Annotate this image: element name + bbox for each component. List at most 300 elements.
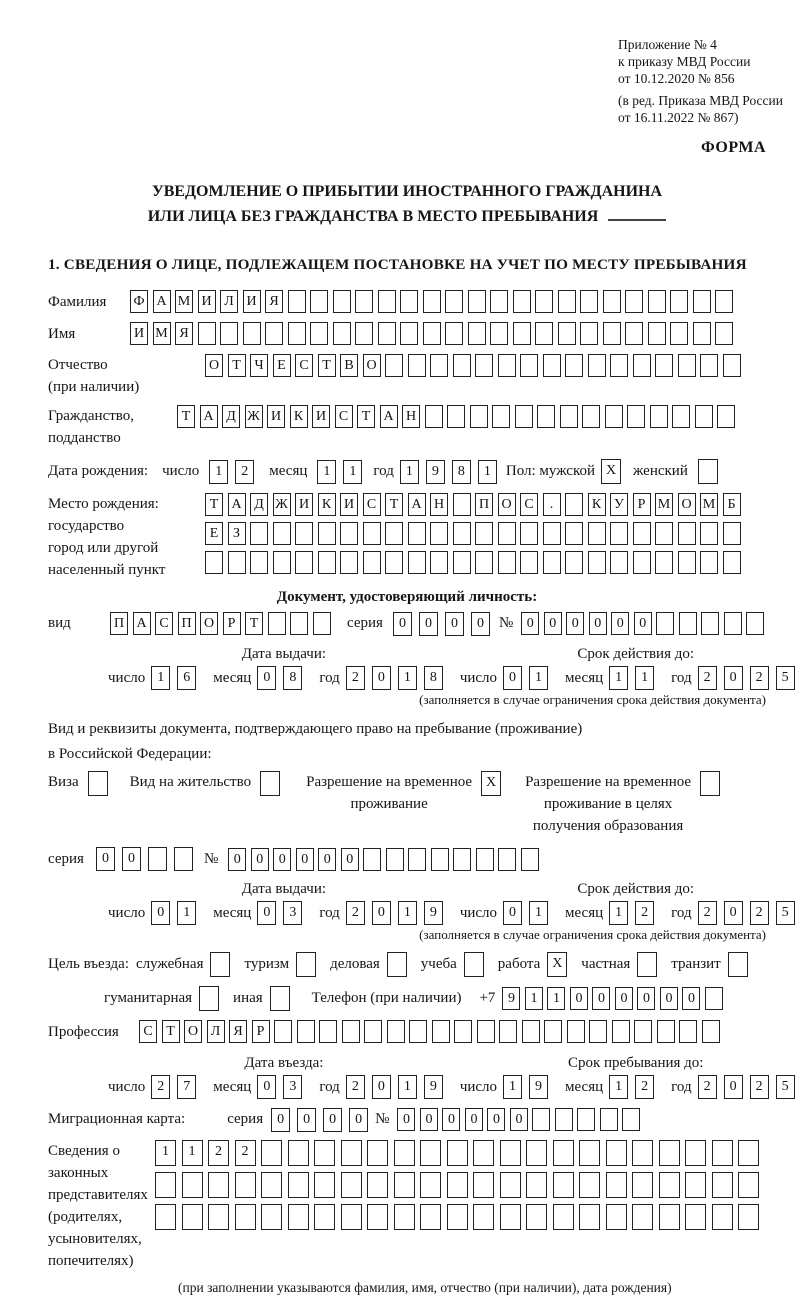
form-cell[interactable] [560, 405, 578, 428]
form-cell[interactable]: 0 [570, 987, 588, 1010]
form-cell[interactable] [378, 290, 396, 313]
form-cell[interactable]: Н [430, 493, 448, 516]
form-cell[interactable] [655, 354, 673, 377]
form-cell[interactable]: 0 [419, 612, 438, 636]
form-cell[interactable]: П [110, 612, 128, 635]
form-cell[interactable] [520, 551, 538, 574]
form-cell[interactable]: М [700, 493, 718, 516]
form-cell[interactable]: Ф [130, 290, 148, 313]
form-cell[interactable] [385, 551, 403, 574]
form-cell[interactable] [355, 322, 373, 345]
form-cell[interactable] [526, 1140, 547, 1166]
form-cell[interactable] [314, 1204, 335, 1230]
form-cell[interactable]: С [155, 612, 173, 635]
form-cell[interactable] [318, 522, 336, 545]
form-cell[interactable] [712, 1172, 733, 1198]
form-cell[interactable] [588, 522, 606, 545]
form-cell[interactable]: 6 [177, 666, 196, 690]
form-cell[interactable] [235, 1172, 256, 1198]
form-cell[interactable]: Л [220, 290, 238, 313]
form-cell[interactable] [453, 354, 471, 377]
form-cell[interactable] [367, 1172, 388, 1198]
form-cell[interactable] [288, 290, 306, 313]
form-cell[interactable] [367, 1140, 388, 1166]
form-cell[interactable]: О [205, 354, 223, 377]
form-cell[interactable] [296, 952, 316, 977]
form-cell[interactable] [420, 1140, 441, 1166]
residence-permit-checkbox[interactable] [260, 771, 280, 796]
form-cell[interactable] [243, 322, 261, 345]
form-cell[interactable]: 1 [177, 901, 196, 925]
form-cell[interactable]: Б [723, 493, 741, 516]
form-cell[interactable] [543, 551, 561, 574]
form-cell[interactable]: 1 [547, 987, 565, 1010]
form-cell[interactable]: 0 [349, 1108, 368, 1132]
form-cell[interactable]: 0 [251, 848, 269, 871]
form-cell[interactable]: 0 [592, 987, 610, 1010]
form-cell[interactable]: 5 [776, 666, 795, 690]
form-cell[interactable] [625, 290, 643, 313]
form-cell[interactable]: С [335, 405, 353, 428]
form-cell[interactable]: К [290, 405, 308, 428]
form-cell[interactable] [633, 551, 651, 574]
form-cell[interactable] [553, 1204, 574, 1230]
form-cell[interactable]: С [520, 493, 538, 516]
form-cell[interactable] [715, 290, 733, 313]
form-cell[interactable] [698, 459, 718, 484]
form-cell[interactable] [678, 551, 696, 574]
form-cell[interactable] [498, 551, 516, 574]
form-cell[interactable]: 0 [273, 848, 291, 871]
form-cell[interactable] [659, 1172, 680, 1198]
form-cell[interactable]: М [655, 493, 673, 516]
form-cell[interactable] [409, 1020, 427, 1043]
form-cell[interactable]: 0 [503, 901, 522, 925]
form-cell[interactable] [498, 522, 516, 545]
form-cell[interactable] [400, 322, 418, 345]
form-cell[interactable] [261, 1172, 282, 1198]
form-cell[interactable] [685, 1140, 706, 1166]
form-cell[interactable] [408, 848, 426, 871]
form-cell[interactable]: А [380, 405, 398, 428]
form-cell[interactable] [634, 1020, 652, 1043]
form-cell[interactable] [558, 322, 576, 345]
form-cell[interactable]: 2 [698, 1075, 717, 1099]
form-cell[interactable]: Р [223, 612, 241, 635]
form-cell[interactable] [679, 612, 697, 635]
form-cell[interactable]: П [475, 493, 493, 516]
form-cell[interactable] [717, 405, 735, 428]
form-cell[interactable] [498, 848, 516, 871]
form-cell[interactable]: 2 [346, 901, 365, 925]
form-cell[interactable] [273, 522, 291, 545]
form-cell[interactable] [513, 290, 531, 313]
form-cell[interactable] [420, 1204, 441, 1230]
form-cell[interactable] [340, 522, 358, 545]
form-cell[interactable] [543, 354, 561, 377]
form-cell[interactable] [268, 612, 286, 635]
form-cell[interactable]: 8 [424, 666, 443, 690]
form-cell[interactable] [723, 551, 741, 574]
form-cell[interactable] [723, 354, 741, 377]
form-cell[interactable] [712, 1140, 733, 1166]
form-cell[interactable] [532, 1108, 550, 1131]
form-cell[interactable]: 0 [445, 612, 464, 636]
form-cell[interactable]: О [678, 493, 696, 516]
form-cell[interactable]: И [243, 290, 261, 313]
form-cell[interactable]: 0 [615, 987, 633, 1010]
form-cell[interactable]: 0 [257, 901, 276, 925]
purpose-transit-checkbox[interactable] [728, 952, 748, 977]
form-cell[interactable] [606, 1172, 627, 1198]
form-cell[interactable]: 2 [235, 460, 254, 484]
form-cell[interactable]: О [363, 354, 381, 377]
form-cell[interactable]: И [340, 493, 358, 516]
form-cell[interactable]: 0 [257, 666, 276, 690]
form-cell[interactable]: С [139, 1020, 157, 1043]
form-cell[interactable]: О [200, 612, 218, 635]
form-cell[interactable]: 1 [398, 666, 417, 690]
form-cell[interactable] [476, 848, 494, 871]
form-cell[interactable] [88, 771, 108, 796]
form-cell[interactable]: 1 [635, 666, 654, 690]
form-cell[interactable]: 0 [724, 666, 743, 690]
form-cell[interactable] [477, 1020, 495, 1043]
form-cell[interactable] [473, 1140, 494, 1166]
form-cell[interactable] [199, 986, 219, 1011]
form-cell[interactable]: 1 [478, 460, 497, 484]
form-cell[interactable] [565, 354, 583, 377]
form-cell[interactable] [610, 551, 628, 574]
form-cell[interactable] [738, 1140, 759, 1166]
form-cell[interactable] [394, 1172, 415, 1198]
form-cell[interactable] [148, 847, 167, 871]
form-cell[interactable] [700, 551, 718, 574]
form-cell[interactable] [363, 551, 381, 574]
form-cell[interactable] [678, 354, 696, 377]
form-cell[interactable] [408, 522, 426, 545]
form-cell[interactable] [174, 847, 193, 871]
form-cell[interactable] [295, 522, 313, 545]
form-cell[interactable] [579, 1204, 600, 1230]
form-cell[interactable] [261, 1204, 282, 1230]
gender-female-checkbox[interactable] [698, 459, 718, 484]
form-cell[interactable] [610, 522, 628, 545]
form-cell[interactable] [678, 522, 696, 545]
form-cell[interactable] [420, 1172, 441, 1198]
form-cell[interactable]: В [340, 354, 358, 377]
form-cell[interactable]: 2 [208, 1140, 229, 1166]
form-cell[interactable]: 0 [634, 612, 652, 635]
form-cell[interactable] [567, 1020, 585, 1043]
form-cell[interactable]: 1 [609, 666, 628, 690]
form-cell[interactable] [632, 1204, 653, 1230]
form-cell[interactable] [588, 354, 606, 377]
purpose-official-checkbox[interactable] [210, 952, 230, 977]
form-cell[interactable]: У [610, 493, 628, 516]
form-cell[interactable] [522, 1020, 540, 1043]
form-cell[interactable] [659, 1204, 680, 1230]
form-cell[interactable] [648, 322, 666, 345]
form-cell[interactable]: 9 [424, 1075, 443, 1099]
form-cell[interactable] [475, 354, 493, 377]
form-cell[interactable] [250, 551, 268, 574]
form-cell[interactable] [250, 522, 268, 545]
form-cell[interactable] [695, 405, 713, 428]
form-cell[interactable] [288, 1172, 309, 1198]
form-cell[interactable] [385, 522, 403, 545]
form-cell[interactable]: 1 [182, 1140, 203, 1166]
form-cell[interactable] [470, 405, 488, 428]
form-cell[interactable]: 0 [611, 612, 629, 635]
form-cell[interactable]: 0 [487, 1108, 505, 1131]
form-cell[interactable] [445, 290, 463, 313]
form-cell[interactable] [492, 405, 510, 428]
form-cell[interactable] [565, 522, 583, 545]
form-cell[interactable] [473, 1172, 494, 1198]
form-cell[interactable] [208, 1204, 229, 1230]
form-cell[interactable]: С [295, 354, 313, 377]
form-cell[interactable] [705, 987, 723, 1010]
form-cell[interactable] [521, 848, 539, 871]
form-cell[interactable] [655, 551, 673, 574]
form-cell[interactable] [499, 1020, 517, 1043]
form-cell[interactable] [702, 1020, 720, 1043]
form-cell[interactable] [606, 1140, 627, 1166]
form-cell[interactable]: 2 [151, 1075, 170, 1099]
form-cell[interactable]: Т [177, 405, 195, 428]
purpose-study-checkbox[interactable] [464, 952, 484, 977]
form-cell[interactable] [553, 1172, 574, 1198]
form-cell[interactable] [685, 1204, 706, 1230]
form-cell[interactable] [453, 551, 471, 574]
form-cell[interactable]: 0 [397, 1108, 415, 1131]
form-cell[interactable] [582, 405, 600, 428]
form-cell[interactable] [310, 322, 328, 345]
purpose-humanitarian-checkbox[interactable] [199, 986, 219, 1011]
form-cell[interactable]: Л [207, 1020, 225, 1043]
form-cell[interactable] [468, 290, 486, 313]
form-cell[interactable] [700, 522, 718, 545]
form-cell[interactable] [310, 290, 328, 313]
form-cell[interactable] [738, 1172, 759, 1198]
form-cell[interactable] [625, 322, 643, 345]
form-cell[interactable]: 1 [609, 1075, 628, 1099]
form-cell[interactable]: 2 [750, 1075, 769, 1099]
form-cell[interactable] [701, 612, 719, 635]
form-cell[interactable] [475, 522, 493, 545]
form-cell[interactable]: 2 [750, 901, 769, 925]
form-cell[interactable]: 8 [283, 666, 302, 690]
form-cell[interactable] [612, 1020, 630, 1043]
form-cell[interactable] [520, 522, 538, 545]
form-cell[interactable]: 0 [544, 612, 562, 635]
form-cell[interactable]: 0 [228, 848, 246, 871]
form-cell[interactable] [693, 322, 711, 345]
form-cell[interactable] [627, 405, 645, 428]
form-cell[interactable] [712, 1204, 733, 1230]
form-cell[interactable]: 9 [426, 460, 445, 484]
form-cell[interactable] [475, 551, 493, 574]
form-cell[interactable]: 0 [257, 1075, 276, 1099]
form-cell[interactable] [535, 290, 553, 313]
form-cell[interactable] [425, 405, 443, 428]
form-cell[interactable]: М [153, 322, 171, 345]
form-cell[interactable]: П [178, 612, 196, 635]
form-cell[interactable]: З [228, 522, 246, 545]
form-cell[interactable] [490, 322, 508, 345]
form-cell[interactable]: 0 [637, 987, 655, 1010]
purpose-work-checkbox[interactable] [547, 952, 567, 977]
form-cell[interactable]: С [363, 493, 381, 516]
form-cell[interactable]: А [408, 493, 426, 516]
form-cell[interactable]: 1 [155, 1140, 176, 1166]
form-cell[interactable] [319, 1020, 337, 1043]
form-cell[interactable]: 9 [424, 901, 443, 925]
form-cell[interactable]: О [184, 1020, 202, 1043]
form-cell[interactable]: Т [357, 405, 375, 428]
form-cell[interactable] [367, 1204, 388, 1230]
form-cell[interactable] [577, 1108, 595, 1131]
form-cell[interactable] [155, 1172, 176, 1198]
form-cell[interactable] [648, 290, 666, 313]
form-cell[interactable]: М [175, 290, 193, 313]
form-cell[interactable] [400, 290, 418, 313]
temp-residence-checkbox[interactable] [481, 771, 501, 796]
form-cell[interactable] [724, 612, 742, 635]
form-cell[interactable]: 0 [341, 848, 359, 871]
form-cell[interactable]: 3 [283, 1075, 302, 1099]
form-cell[interactable]: 0 [503, 666, 522, 690]
form-cell[interactable]: 2 [750, 666, 769, 690]
form-cell[interactable] [387, 952, 407, 977]
form-cell[interactable] [394, 1140, 415, 1166]
form-cell[interactable]: 0 [151, 901, 170, 925]
form-cell[interactable]: 2 [635, 1075, 654, 1099]
form-cell[interactable] [408, 354, 426, 377]
form-cell[interactable] [464, 952, 484, 977]
form-cell[interactable] [588, 551, 606, 574]
form-cell[interactable] [657, 1020, 675, 1043]
form-cell[interactable] [265, 322, 283, 345]
form-cell[interactable] [297, 1020, 315, 1043]
form-cell[interactable]: 0 [724, 901, 743, 925]
form-cell[interactable]: 2 [346, 1075, 365, 1099]
form-cell[interactable] [430, 354, 448, 377]
form-cell[interactable]: Т [245, 612, 263, 635]
form-cell[interactable]: 0 [442, 1108, 460, 1131]
form-cell[interactable] [670, 290, 688, 313]
form-cell[interactable] [423, 322, 441, 345]
form-cell[interactable] [228, 551, 246, 574]
form-cell[interactable]: Н [402, 405, 420, 428]
form-cell[interactable] [544, 1020, 562, 1043]
form-cell[interactable] [363, 522, 381, 545]
form-cell[interactable]: X [601, 459, 621, 484]
form-cell[interactable] [385, 354, 403, 377]
form-cell[interactable] [537, 405, 555, 428]
form-cell[interactable]: А [200, 405, 218, 428]
form-cell[interactable] [210, 952, 230, 977]
form-cell[interactable]: . [543, 493, 561, 516]
form-cell[interactable] [685, 1172, 706, 1198]
form-cell[interactable] [155, 1204, 176, 1230]
form-cell[interactable] [387, 1020, 405, 1043]
form-cell[interactable] [423, 290, 441, 313]
form-cell[interactable] [565, 493, 583, 516]
form-cell[interactable]: 1 [529, 666, 548, 690]
form-cell[interactable]: 1 [400, 460, 419, 484]
form-cell[interactable] [500, 1140, 521, 1166]
form-cell[interactable]: А [228, 493, 246, 516]
form-cell[interactable]: Е [273, 354, 291, 377]
form-cell[interactable] [526, 1204, 547, 1230]
form-cell[interactable]: Я [229, 1020, 247, 1043]
form-cell[interactable]: Т [228, 354, 246, 377]
form-cell[interactable] [513, 322, 531, 345]
form-cell[interactable] [430, 551, 448, 574]
form-cell[interactable]: И [198, 290, 216, 313]
form-cell[interactable] [447, 405, 465, 428]
form-cell[interactable] [693, 290, 711, 313]
form-cell[interactable] [589, 1020, 607, 1043]
form-cell[interactable]: 0 [471, 612, 490, 636]
form-cell[interactable]: И [295, 493, 313, 516]
form-cell[interactable]: 0 [510, 1108, 528, 1131]
form-cell[interactable] [288, 1204, 309, 1230]
form-cell[interactable] [610, 354, 628, 377]
form-cell[interactable]: 2 [346, 666, 365, 690]
form-cell[interactable] [445, 322, 463, 345]
form-cell[interactable]: 3 [283, 901, 302, 925]
form-cell[interactable]: 5 [776, 901, 795, 925]
form-cell[interactable] [579, 1140, 600, 1166]
form-cell[interactable]: 1 [609, 901, 628, 925]
form-cell[interactable] [208, 1172, 229, 1198]
form-cell[interactable] [490, 290, 508, 313]
form-cell[interactable]: Я [265, 290, 283, 313]
form-cell[interactable] [274, 1020, 292, 1043]
form-cell[interactable] [656, 612, 674, 635]
form-cell[interactable] [603, 322, 621, 345]
form-cell[interactable] [632, 1172, 653, 1198]
form-cell[interactable] [723, 522, 741, 545]
form-cell[interactable]: Т [318, 354, 336, 377]
form-cell[interactable] [447, 1204, 468, 1230]
form-cell[interactable]: 0 [271, 1108, 290, 1132]
form-cell[interactable]: 0 [323, 1108, 342, 1132]
form-cell[interactable]: 0 [724, 1075, 743, 1099]
form-cell[interactable] [364, 1020, 382, 1043]
form-cell[interactable] [746, 612, 764, 635]
form-cell[interactable]: Р [252, 1020, 270, 1043]
form-cell[interactable]: 1 [151, 666, 170, 690]
form-cell[interactable] [738, 1204, 759, 1230]
form-cell[interactable]: Е [205, 522, 223, 545]
form-cell[interactable] [270, 986, 290, 1011]
form-cell[interactable]: И [130, 322, 148, 345]
form-cell[interactable]: 1 [317, 460, 336, 484]
form-cell[interactable]: 0 [465, 1108, 483, 1131]
form-cell[interactable] [318, 551, 336, 574]
form-cell[interactable] [453, 493, 471, 516]
form-cell[interactable]: Ж [245, 405, 263, 428]
form-cell[interactable] [295, 551, 313, 574]
form-cell[interactable]: 0 [297, 1108, 316, 1132]
form-cell[interactable] [447, 1172, 468, 1198]
form-cell[interactable] [500, 1204, 521, 1230]
form-cell[interactable] [728, 952, 748, 977]
